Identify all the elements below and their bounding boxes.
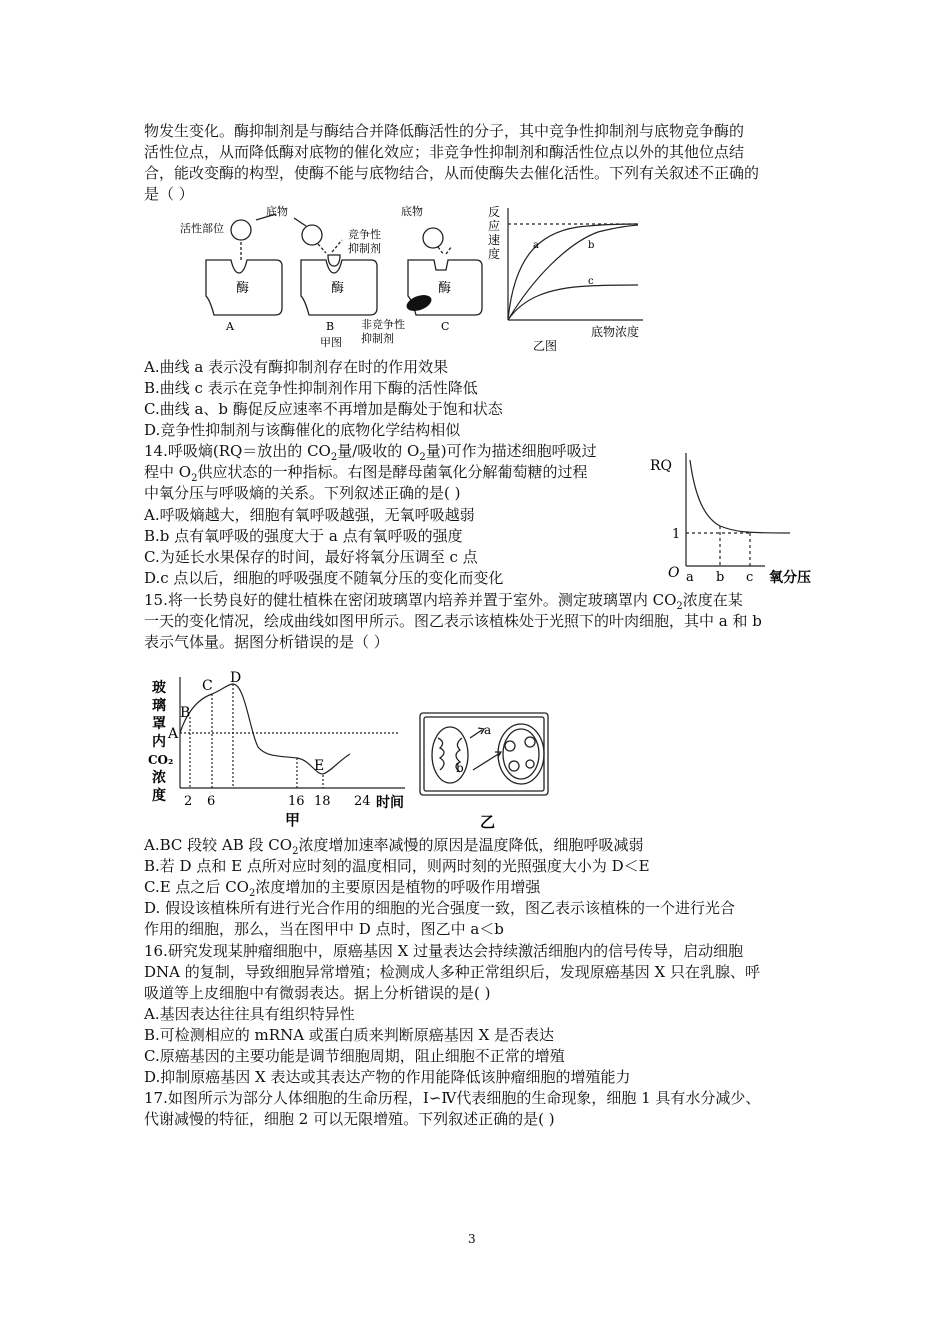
q13-option-d: D.竞争性抑制剂与该酶催化的底物化学结构相似 [144,421,461,439]
co2-ylabel-2: 璃 [152,698,166,714]
label-enzyme-c: 酶 [438,281,452,296]
q16-option-a: A.基因表达往往具有组织特异性 [144,1005,355,1023]
yi-ylabel-2: 应 [488,219,501,233]
cell-label-a: a [484,723,492,737]
q14-option-b: B.b 点有氧呼吸的强度大于 a 点有氧呼吸的强度 [144,527,463,545]
reaction-rate-chart [478,198,658,353]
co2-chart-caption: 甲 [285,811,301,829]
rq-xlabel: 氧分压 [769,570,811,586]
page-number: 3 [468,1232,476,1246]
rq-xtick-a: a [686,570,694,585]
q13-line-3: 合，能改变酶的构型，使酶不能与底物结合，从而使酶失去催化活性。下列有关叙述不正确的 [144,164,760,182]
q16-option-b: B.可检测相应的 mRNA 或蛋白质来判断原癌基因 X 是否表达 [144,1026,555,1044]
q15-option-d-line-1: D. 假设该植株所有进行光合作用的细胞的光合强度一致，图乙表示该植株的一个进行光合 [144,899,736,917]
curve-b-label: b [588,240,595,251]
co2-ylabel-1: 玻 [152,680,166,696]
point-a: A [168,726,179,742]
q15-option-d-line-2: 作用的细胞，那么，当在图甲中 D 点时，图乙中 a＜b [144,920,504,938]
point-c: C [202,678,213,694]
yi-ylabel-4: 度 [488,247,501,261]
label-competitive-1: 竞争性 [348,228,381,241]
yi-ylabel-3: 速 [488,233,501,247]
co2-xtick-18: 18 [314,794,331,809]
q15-option-a: A.BC 段较 AB 段 $CO_2$浓度增加速率减慢的原因是温度降低，细胞呼吸减弱 [144,836,644,857]
q14-line-2: 程中 $O_2$供应状态的一种指标。右图是酵母菌氧化分解葡萄糖的过程 [144,463,588,484]
leaf-cell-diagram [418,708,553,832]
q13-option-a: A.曲线 a 表示没有酶抑制剂存在时的作用效果 [144,358,449,376]
panel-a-label: A [226,320,234,333]
co2-ylabel-6: 浓 [152,770,166,786]
q17-line-1: 17.如图所示为部分人体细胞的生命历程，Ⅰ∽Ⅳ代表细胞的生命现象，细胞 1 具有水分减少、 [144,1089,761,1107]
q16-line-2: DNA 的复制，导致细胞异常增殖；检测成人多种正常组织后，发现原癌基因 X 只在乳腺、呼 [144,963,760,981]
q16-option-d: D.抑制原癌基因 X 表达或其表达产物的作用能降低该肿瘤细胞的增殖能力 [144,1068,631,1086]
q13-line-1: 物发生变化。酶抑制剂是与酶结合并降低酶活性的分子，其中竞争性抑制剂与底物竞争酶的 [144,122,745,140]
q14-option-c: C.为延长水果保存的时间，最好将氧分压调至 c 点 [144,548,478,566]
q15-line-2: 一天的变化情况，绘成曲线如图甲所示。图乙表示该植株处于光照下的叶肉细胞，其中 a 和 b [144,612,762,630]
figure-jia-caption: 甲图 [320,336,342,349]
yi-xlabel: 底物浓度 [591,325,640,339]
label-substrate-2: 底物 [401,205,423,218]
q14-option-d: D.c 点以后，细胞的呼吸强度不随氧分压的变化而变化 [144,569,504,587]
curve-a-label: a [533,240,539,251]
q16-line-3: 吸道等上皮细胞中有微弱表达。据上分析错误的是( ) [144,984,491,1002]
q14-option-a: A.呼吸熵越大，细胞有氧呼吸越强，无氧呼吸越弱 [144,506,475,524]
rq-ylabel: RQ [650,458,673,474]
co2-ylabel-5: CO₂ [148,753,174,767]
q14-line-1: 14.呼吸熵(RQ＝放出的 $CO_2$量/吸收的 $O_2$量)可作为描述细胞呼吸过 [144,442,597,463]
label-enzyme-b: 酶 [331,281,345,296]
q15-option-b: B.若 D 点和 E 点所对应时刻的温度相同，则两时刻的光照强度大小为 D＜E [144,857,650,875]
co2-xtick-2: 2 [184,794,193,809]
label-active-site: 活性部位 [180,222,224,235]
figure-yi-caption: 乙图 [533,339,558,353]
label-competitive-2: 抑制剂 [348,242,381,255]
q15-line-3: 表示气体量。据图分析错误的是（ ） [144,633,389,651]
co2-xtick-6: 6 [207,794,216,809]
yi-ylabel-1: 反 [488,205,501,219]
q13-option-c: C.曲线 a、b 酶促反应速率不再增加是酶处于饱和状态 [144,400,503,418]
co2-ylabel-7: 度 [152,788,166,804]
rq-xtick-c: c [746,570,754,585]
point-b: B [180,705,191,721]
label-substrate-1: 底物 [266,205,288,218]
rq-xtick-b: b [716,570,725,585]
q15-option-c: C.E 点之后 $CO_2$浓度增加的主要原因是植物的呼吸作用增强 [144,878,541,899]
rq-ytick-1: 1 [672,527,681,542]
co2-ylabel-3: 罩 [152,716,166,732]
co2-xlabel: 时间 [376,795,404,811]
curve-c-label: c [588,276,594,287]
enzyme-inhibitor-diagram [176,200,501,350]
q13-option-b: B.曲线 c 表示在竞争性抑制剂作用下酶的活性降低 [144,379,478,397]
rq-chart [650,448,825,588]
label-noncompetitive-2: 抑制剂 [361,332,394,345]
point-d: D [230,670,242,686]
q14-line-3: 中氧分压与呼吸熵的关系。下列叙述正确的是( ) [144,484,461,502]
panel-c-label: C [441,320,450,333]
co2-chart [140,662,410,832]
q17-line-2: 代谢减慢的特征，细胞 2 可以无限增殖。下列叙述正确的是( ) [144,1110,555,1128]
q15-line-1: 15.将一长势良好的健壮植株在密闭玻璃罩内培养并置于室外。测定玻璃罩内 $CO_2$浓度在某 [144,591,743,612]
q16-option-c: C.原癌基因的主要功能是调节细胞周期，阻止细胞不正常的增殖 [144,1047,565,1065]
co2-xtick-16: 16 [288,794,305,809]
label-noncompetitive-1: 非竞争性 [361,318,405,331]
cell-label-b: b [456,761,464,775]
co2-xtick-24: 24 [354,794,371,809]
rq-origin: O [668,565,680,581]
q13-line-2: 活性位点，从而降低酶对底物的催化效应；非竞争性抑制剂和酶活性位点以外的其他位点结 [144,143,745,161]
co2-ylabel-4: 内 [152,734,166,750]
label-enzyme-a: 酶 [236,281,250,296]
point-e: E [314,758,325,774]
q16-line-1: 16.研究发现某肿瘤细胞中，原癌基因 X 过量表达会持续激活细胞内的信号传导，启动细胞 [144,942,744,960]
q13-line-4: 是（ ） [144,185,194,203]
cell-diagram-caption: 乙 [480,813,496,831]
panel-b-label: B [326,320,335,333]
